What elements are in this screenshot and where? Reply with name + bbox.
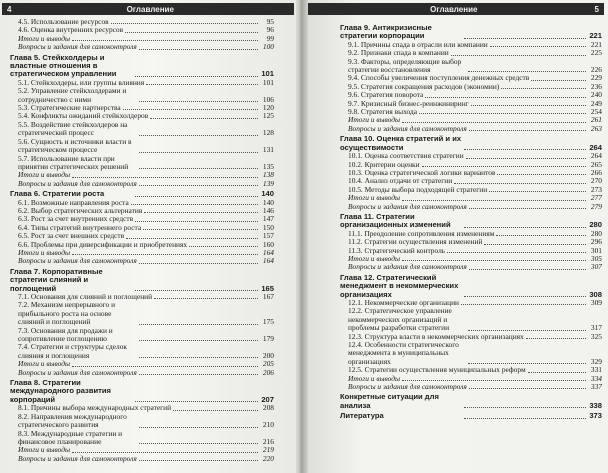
toc-entry-title: 5.6. Сущность и источники власти в стратегическом процессе — [18, 137, 132, 155]
toc-entry — [340, 230, 602, 238]
dot-leader — [531, 80, 586, 81]
toc-page-number: 219 — [262, 445, 274, 455]
toc-entry-title: Глава 12. Стратегический менеджмент в некоммерческих организациях — [340, 273, 459, 299]
toc-page-number: 325 — [590, 331, 602, 341]
right-toc — [340, 22, 602, 421]
toc-chapter — [340, 393, 602, 410]
toc-entry — [10, 360, 274, 368]
toc-page-number: 240 — [590, 90, 602, 100]
dot-leader — [402, 122, 586, 123]
toc-chapter — [10, 190, 274, 198]
toc-entry — [10, 43, 274, 51]
toc-entry — [340, 58, 602, 75]
toc-entry — [340, 74, 602, 82]
dot-leader — [135, 401, 258, 402]
dot-leader — [125, 32, 258, 33]
toc-entry-title: 9.2. Признаки спада в компании — [348, 49, 449, 58]
toc-entry — [10, 413, 274, 430]
toc-entry — [340, 186, 602, 194]
toc-entry-title: Вопросы и задания для самоконтроля — [348, 202, 467, 211]
dot-leader — [139, 357, 258, 358]
toc-chapter — [10, 379, 274, 404]
toc-page-number: 150 — [262, 222, 274, 232]
toc-entry-title: 7.4. Стратегии и структуры сделок слияния и поглощения — [18, 343, 127, 360]
dot-leader — [496, 235, 586, 236]
dot-leader — [139, 427, 258, 428]
dot-leader — [72, 452, 258, 453]
toc-entry-title: 11.3. Стратегический контроль — [348, 246, 446, 255]
toc-entry — [10, 26, 274, 34]
toc-entry — [340, 203, 602, 211]
toc-entry — [340, 91, 602, 99]
toc-page-number: 200 — [262, 350, 274, 360]
dot-leader — [139, 49, 258, 50]
toc-entry-title: 9.8. Стратегия выхода — [348, 108, 418, 117]
toc-entry-title: 12.2. Стратегическое управление некоммерческих организаций и проблемы разработки стратегии — [348, 307, 452, 333]
toc-entry — [10, 327, 274, 344]
left-page-number: 4 — [7, 4, 12, 14]
dot-leader — [461, 304, 586, 305]
toc-entry-title: 11.2. Стратегии осуществления изменений — [348, 238, 483, 247]
toc-page-number: 179 — [262, 334, 274, 344]
toc-page-number: 226 — [590, 65, 602, 75]
toc-entry — [340, 125, 602, 133]
dot-leader — [139, 168, 258, 169]
toc-page-number: 140 — [261, 189, 274, 199]
toc-entry-title: 5.5. Воздействие стейкхолдеров на стратегический процесс — [18, 120, 128, 138]
right-page-number: 5 — [594, 4, 599, 14]
toc-entry — [10, 104, 274, 112]
dot-leader — [402, 260, 586, 261]
toc-page-number: 280 — [589, 220, 602, 230]
toc-entry — [10, 155, 274, 172]
toc-entry-title: 8.1. Причины выбора международных стратегий — [18, 404, 172, 413]
dot-leader — [139, 263, 258, 264]
toc-entry — [340, 247, 602, 255]
dot-leader — [72, 177, 258, 178]
toc-entry-title: 6.6. Проблемы при диверсификации и приобретениях — [18, 240, 188, 249]
toc-page-number: 160 — [262, 239, 274, 249]
toc-entry — [340, 255, 602, 263]
toc-chapter — [340, 412, 602, 420]
dot-leader — [454, 183, 586, 184]
toc-page-number: 264 — [589, 142, 602, 152]
dot-leader — [469, 388, 586, 389]
dot-leader — [135, 196, 258, 197]
toc-page-number: 100 — [262, 42, 274, 52]
toc-entry — [10, 343, 274, 360]
toc-page-number: 279 — [590, 201, 602, 211]
right-page-header — [308, 3, 604, 15]
toc-entry — [340, 238, 602, 246]
toc-entry-title: Итоги и выводы — [18, 446, 71, 455]
toc-page-number: 206 — [262, 367, 274, 377]
toc-entry-title: 10.1. Оценка соответствия стратегии — [348, 152, 464, 161]
dot-leader — [497, 174, 586, 175]
toc-entry — [340, 152, 602, 160]
toc-page-number: 296 — [590, 237, 602, 247]
toc-entry-title: 4.5. Использование ресурсов — [18, 18, 109, 26]
toc-chapter — [10, 268, 274, 293]
dot-leader — [501, 88, 586, 89]
toc-page-number: 128 — [262, 128, 274, 138]
toc-page-number: 264 — [590, 151, 602, 161]
dot-leader — [72, 254, 258, 255]
dot-leader — [490, 46, 586, 47]
dot-leader — [471, 105, 586, 106]
toc-entry-title: Вопросы и задания для самоконтроля — [348, 263, 467, 272]
toc-page-number: 254 — [590, 107, 602, 117]
dot-leader — [154, 298, 258, 299]
dot-leader — [135, 76, 258, 77]
toc-page-number: 101 — [262, 77, 274, 87]
toc-page-number: 334 — [590, 373, 602, 383]
toc-entry-title: 10.3. Оценка стратегической логики вариантов — [348, 168, 496, 177]
dot-leader — [139, 443, 258, 444]
toc-entry-title: Итоги и выводы — [348, 254, 401, 263]
toc-entry-title: 12.4. Особенности стратегического менеджмента в муниципальных организациях — [348, 341, 459, 366]
toc-entry — [10, 301, 274, 326]
toc-entry — [10, 232, 274, 240]
toc-entry-title: 6.2. Выбор стратегических альтернатив — [18, 206, 143, 215]
toc-entry — [340, 366, 602, 374]
toc-entry-title: Итоги и выводы — [348, 116, 401, 125]
toc-page-number: 236 — [590, 81, 602, 91]
toc-entry — [10, 224, 274, 232]
toc-page-number: 263 — [590, 123, 602, 133]
dot-leader — [402, 200, 586, 201]
toc-page-number: 329 — [590, 356, 602, 366]
toc-entry — [340, 41, 602, 49]
toc-page-number: 221 — [589, 31, 602, 41]
toc-page-number: 167 — [262, 292, 274, 301]
toc-entry-title: 5.7. Использование власти при принятии стратегических решений — [18, 154, 129, 171]
toc-page-number: 157 — [262, 231, 274, 241]
dot-leader — [139, 460, 258, 461]
dot-leader — [464, 227, 586, 228]
toc-entry-title: 7.3. Основания для продажи и сопротивление поглощению — [18, 326, 113, 344]
toc-entry-title: 8.2. Направления международного стратегического развития — [18, 412, 127, 430]
dot-leader — [139, 374, 258, 375]
toc-entry-title: 10.5. Методы выбора подходящей стратегии — [348, 185, 488, 194]
dot-leader — [469, 208, 586, 209]
dot-leader — [468, 330, 586, 331]
toc-entry-title: Литература — [340, 412, 384, 421]
toc-entry — [340, 161, 602, 169]
toc-entry-title: Конкретные ситуации для анализа — [340, 393, 439, 410]
toc-entry — [340, 177, 602, 185]
toc-entry-title: Глава 10. Оценка стратегий и их осуществимости — [340, 135, 462, 152]
toc-chapter — [340, 24, 602, 41]
toc-entry-title: 6.3. Рост за счет внутренних средств — [18, 215, 134, 224]
dot-leader — [126, 238, 258, 239]
toc-entry-title: 10.4. Анализ отдачи от стратегии — [348, 177, 453, 186]
toc-entry — [10, 404, 274, 412]
dot-leader — [464, 296, 586, 297]
toc-page-number: 220 — [262, 453, 274, 463]
dot-leader — [464, 418, 586, 419]
toc-page-number: 305 — [590, 253, 602, 263]
toc-page-number: 229 — [590, 73, 602, 83]
book-gutter — [296, 0, 308, 473]
dot-leader — [422, 166, 586, 167]
dot-leader — [425, 97, 586, 98]
toc-entry — [10, 430, 274, 447]
dot-leader — [131, 204, 258, 205]
toc-entry-title: 6.1. Возможные направления роста — [18, 198, 129, 207]
toc-page-number: 138 — [262, 170, 274, 180]
dot-leader — [526, 338, 586, 339]
dot-leader — [419, 113, 586, 114]
toc-page-number: 207 — [261, 394, 274, 404]
toc-page-number: 164 — [262, 256, 274, 266]
toc-entry — [340, 100, 602, 108]
toc-page-number: 273 — [590, 184, 602, 194]
dot-leader — [139, 340, 258, 341]
toc-entry — [340, 341, 602, 366]
toc-entry-title: 10.2. Критерии оценки — [348, 160, 420, 169]
toc-page-number: 95 — [266, 17, 274, 26]
toc-entry-title: Итоги и выводы — [348, 194, 401, 203]
right-header-title: Оглавление — [430, 4, 478, 14]
toc-page-number: 225 — [590, 48, 602, 58]
toc-entry-title: 5.2. Управление стейкхолдерами и сотрудничество с ними — [18, 87, 127, 104]
toc-entry — [340, 307, 602, 332]
toc-entry — [10, 215, 274, 223]
toc-entry-title: Глава 8. Стратегии международного развития корпораций — [10, 379, 111, 404]
toc-chapter — [340, 274, 602, 299]
toc-entry — [10, 207, 274, 215]
toc-entry — [10, 446, 274, 454]
dot-leader — [146, 84, 258, 85]
toc-entry — [10, 257, 274, 265]
dot-leader — [468, 363, 586, 364]
toc-entry-title: Глава 9. Антикризисные стратегии корпорации — [340, 24, 432, 41]
toc-entry — [340, 333, 602, 341]
toc-entry — [340, 83, 602, 91]
toc-entry-title: 7.2. Механизм непрерывного и прибыльного роста на основе слияний и поглощений — [18, 301, 116, 327]
toc-page-number: 101 — [261, 69, 274, 79]
toc-entry-title: 8.3. Международные стратегии и финансовое планирование — [18, 429, 123, 446]
toc-entry-title: Вопросы и задания для самоконтроля — [18, 179, 137, 188]
toc-page-number: 309 — [590, 298, 602, 307]
toc-page-number: 147 — [262, 214, 274, 224]
toc-entry-title: 9.3. Факторы, определяющие выбор стратегии восстановления — [348, 57, 462, 75]
toc-entry-title: Итоги и выводы — [348, 374, 401, 383]
toc-page-number: 249 — [590, 98, 602, 108]
toc-entry-title: Вопросы и задания для самоконтроля — [348, 124, 467, 133]
dot-leader — [72, 366, 258, 367]
toc-page-number: 338 — [589, 400, 602, 410]
left-toc — [10, 18, 274, 463]
toc-page-number: 210 — [262, 420, 274, 430]
dot-leader — [451, 55, 586, 56]
toc-entry-title: Итоги и выводы — [18, 34, 71, 43]
toc-entry-title: Глава 7. Корпоративные стратегии слияний и поглощений — [10, 267, 103, 293]
toc-page-number: 175 — [262, 317, 274, 327]
toc-entry-title: 5.4. Конфликты ожиданий стейкхолдеров — [18, 112, 149, 121]
left-page-header — [2, 3, 294, 15]
toc-page-number: 99 — [266, 33, 274, 43]
dot-leader — [484, 244, 586, 245]
toc-entry — [10, 171, 274, 179]
toc-page-number: 317 — [590, 323, 602, 333]
toc-page-number: 266 — [590, 167, 602, 177]
toc-entry-title: 9.7. Кризисный бизнес-реинжиниринг — [348, 99, 469, 108]
toc-page-number: 307 — [590, 262, 602, 272]
toc-entry — [10, 35, 274, 43]
toc-page-number: 308 — [589, 289, 602, 299]
dot-leader — [139, 101, 258, 102]
toc-entry-title: Вопросы и задания для самоконтроля — [18, 454, 137, 463]
dot-leader — [135, 290, 258, 291]
toc-entry — [10, 249, 274, 257]
toc-entry — [10, 293, 274, 301]
toc-entry — [340, 108, 602, 116]
dot-leader — [464, 407, 586, 408]
toc-entry — [340, 194, 602, 202]
toc-entry — [340, 263, 602, 271]
toc-page-number: 96 — [266, 25, 274, 35]
toc-entry — [340, 49, 602, 57]
toc-entry-title: Вопросы и задания для самоконтроля — [18, 43, 137, 52]
dot-leader — [469, 269, 586, 270]
toc-entry-title: Вопросы и задания для самоконтроля — [18, 368, 137, 377]
toc-page-number: 265 — [590, 159, 602, 169]
dot-leader — [528, 372, 586, 373]
toc-entry — [10, 112, 274, 120]
toc-entry — [10, 241, 274, 249]
toc-page-number: 120 — [262, 103, 274, 113]
toc-entry-title: 4.6. Оценка внутренних ресурсов — [18, 26, 124, 35]
toc-entry — [10, 180, 274, 188]
dot-leader — [139, 152, 258, 153]
toc-entry-title: 9.5. Стратегия сокращения расходов (экономии) — [348, 82, 500, 91]
dot-leader — [173, 410, 258, 411]
dot-leader — [144, 212, 258, 213]
toc-entry — [10, 87, 274, 104]
toc-entry-title: Итоги и выводы — [18, 248, 71, 257]
toc-page-number: 261 — [590, 115, 602, 125]
toc-page-number: 135 — [262, 161, 274, 171]
toc-entry — [10, 18, 274, 26]
toc-page-number: 125 — [262, 111, 274, 121]
toc-entry — [340, 299, 602, 307]
dot-leader — [447, 252, 586, 253]
toc-page-number: 131 — [262, 145, 274, 155]
toc-page-number: 165 — [261, 283, 274, 293]
toc-entry — [10, 369, 274, 377]
toc-entry-title: 9.1. Причины спада в отрасли или компании — [348, 40, 488, 49]
toc-entry — [10, 138, 274, 155]
toc-page-number: 277 — [590, 193, 602, 203]
toc-entry-title: 11.1. Преодоление сопротивления изменениям — [348, 229, 495, 238]
toc-page-number: 373 — [589, 411, 602, 421]
toc-entry-title: 6.4. Типы стратегий внутреннего роста — [18, 223, 142, 232]
toc-entry-title: Итоги и выводы — [18, 171, 71, 180]
toc-entry — [340, 116, 602, 124]
toc-page-number: 280 — [590, 228, 602, 238]
toc-entry — [10, 121, 274, 138]
toc-page-number: 301 — [590, 245, 602, 255]
toc-entry-title: 9.4. Способы увеличения поступления денежных средств — [348, 74, 530, 83]
toc-entry-title: 12.3. Структура власти в некоммерческих организациях — [348, 332, 524, 341]
toc-entry-title: 12.5. Стратегии осуществления муниципальных реформ — [348, 366, 526, 375]
dot-leader — [189, 246, 258, 247]
toc-entry-title: Глава 5. Стейкхолдеры и властные отношения в стратегическом управлении — [10, 53, 117, 79]
toc-chapter — [340, 213, 602, 230]
toc-page-number: 216 — [262, 436, 274, 446]
dot-leader — [469, 130, 586, 131]
dot-leader — [468, 71, 586, 72]
dot-leader — [464, 38, 586, 39]
toc-page-number: 140 — [262, 197, 274, 207]
dot-leader — [123, 109, 258, 110]
toc-entry — [340, 169, 602, 177]
toc-entry — [10, 79, 274, 87]
toc-chapter — [340, 135, 602, 152]
toc-page-number: 164 — [262, 247, 274, 257]
toc-entry-title: Глава 11. Стратегии организационных изменений — [340, 212, 451, 230]
toc-page-number: 146 — [262, 205, 274, 215]
toc-entry-title: 12.1. Некоммерческие организации — [348, 299, 459, 307]
toc-page-number: 205 — [262, 359, 274, 369]
toc-entry-title: Итоги и выводы — [18, 360, 71, 369]
toc-entry-title: 5.1. Стейкхолдеры, или группы влияния — [18, 78, 145, 87]
dot-leader — [139, 185, 258, 186]
toc-entry-title: 6.5. Рост за счет внешних средств — [18, 232, 125, 241]
toc-entry — [340, 375, 602, 383]
toc-entry-title: Вопросы и задания для самоконтроля — [18, 257, 137, 266]
dot-leader — [466, 158, 586, 159]
toc-chapter — [10, 54, 274, 79]
toc-entry-title: 5.3. Стратегические партнерства — [18, 104, 121, 113]
toc-page-number: 106 — [262, 94, 274, 104]
toc-entry — [10, 455, 274, 463]
dot-leader — [402, 380, 586, 381]
toc-entry — [340, 383, 602, 391]
dot-leader — [139, 324, 258, 325]
dot-leader — [150, 118, 258, 119]
toc-page-number: 331 — [590, 365, 602, 375]
toc-page-number: 139 — [262, 178, 274, 188]
toc-entry-title: Вопросы и задания для самоконтроля — [348, 383, 467, 392]
dot-leader — [489, 191, 586, 192]
dot-leader — [135, 221, 258, 222]
left-page — [0, 0, 300, 473]
dot-leader — [111, 23, 258, 24]
dot-leader — [464, 149, 586, 150]
toc-entry-title: Глава 6. Стратегии роста — [10, 190, 105, 199]
toc-entry-title: 7.1. Основания для слияний и поглощений — [18, 293, 153, 301]
toc-entry-title: 9.6. Стратегия поворота — [348, 91, 424, 100]
dot-leader — [143, 229, 258, 230]
dot-leader — [72, 40, 258, 41]
dot-leader — [139, 135, 258, 136]
toc-page-number: 270 — [590, 176, 602, 186]
toc-entry — [10, 199, 274, 207]
toc-page-number: 208 — [262, 403, 274, 413]
left-header-title: Оглавление — [126, 4, 174, 14]
toc-page-number: 221 — [590, 39, 602, 49]
toc-page-number: 337 — [590, 382, 602, 392]
